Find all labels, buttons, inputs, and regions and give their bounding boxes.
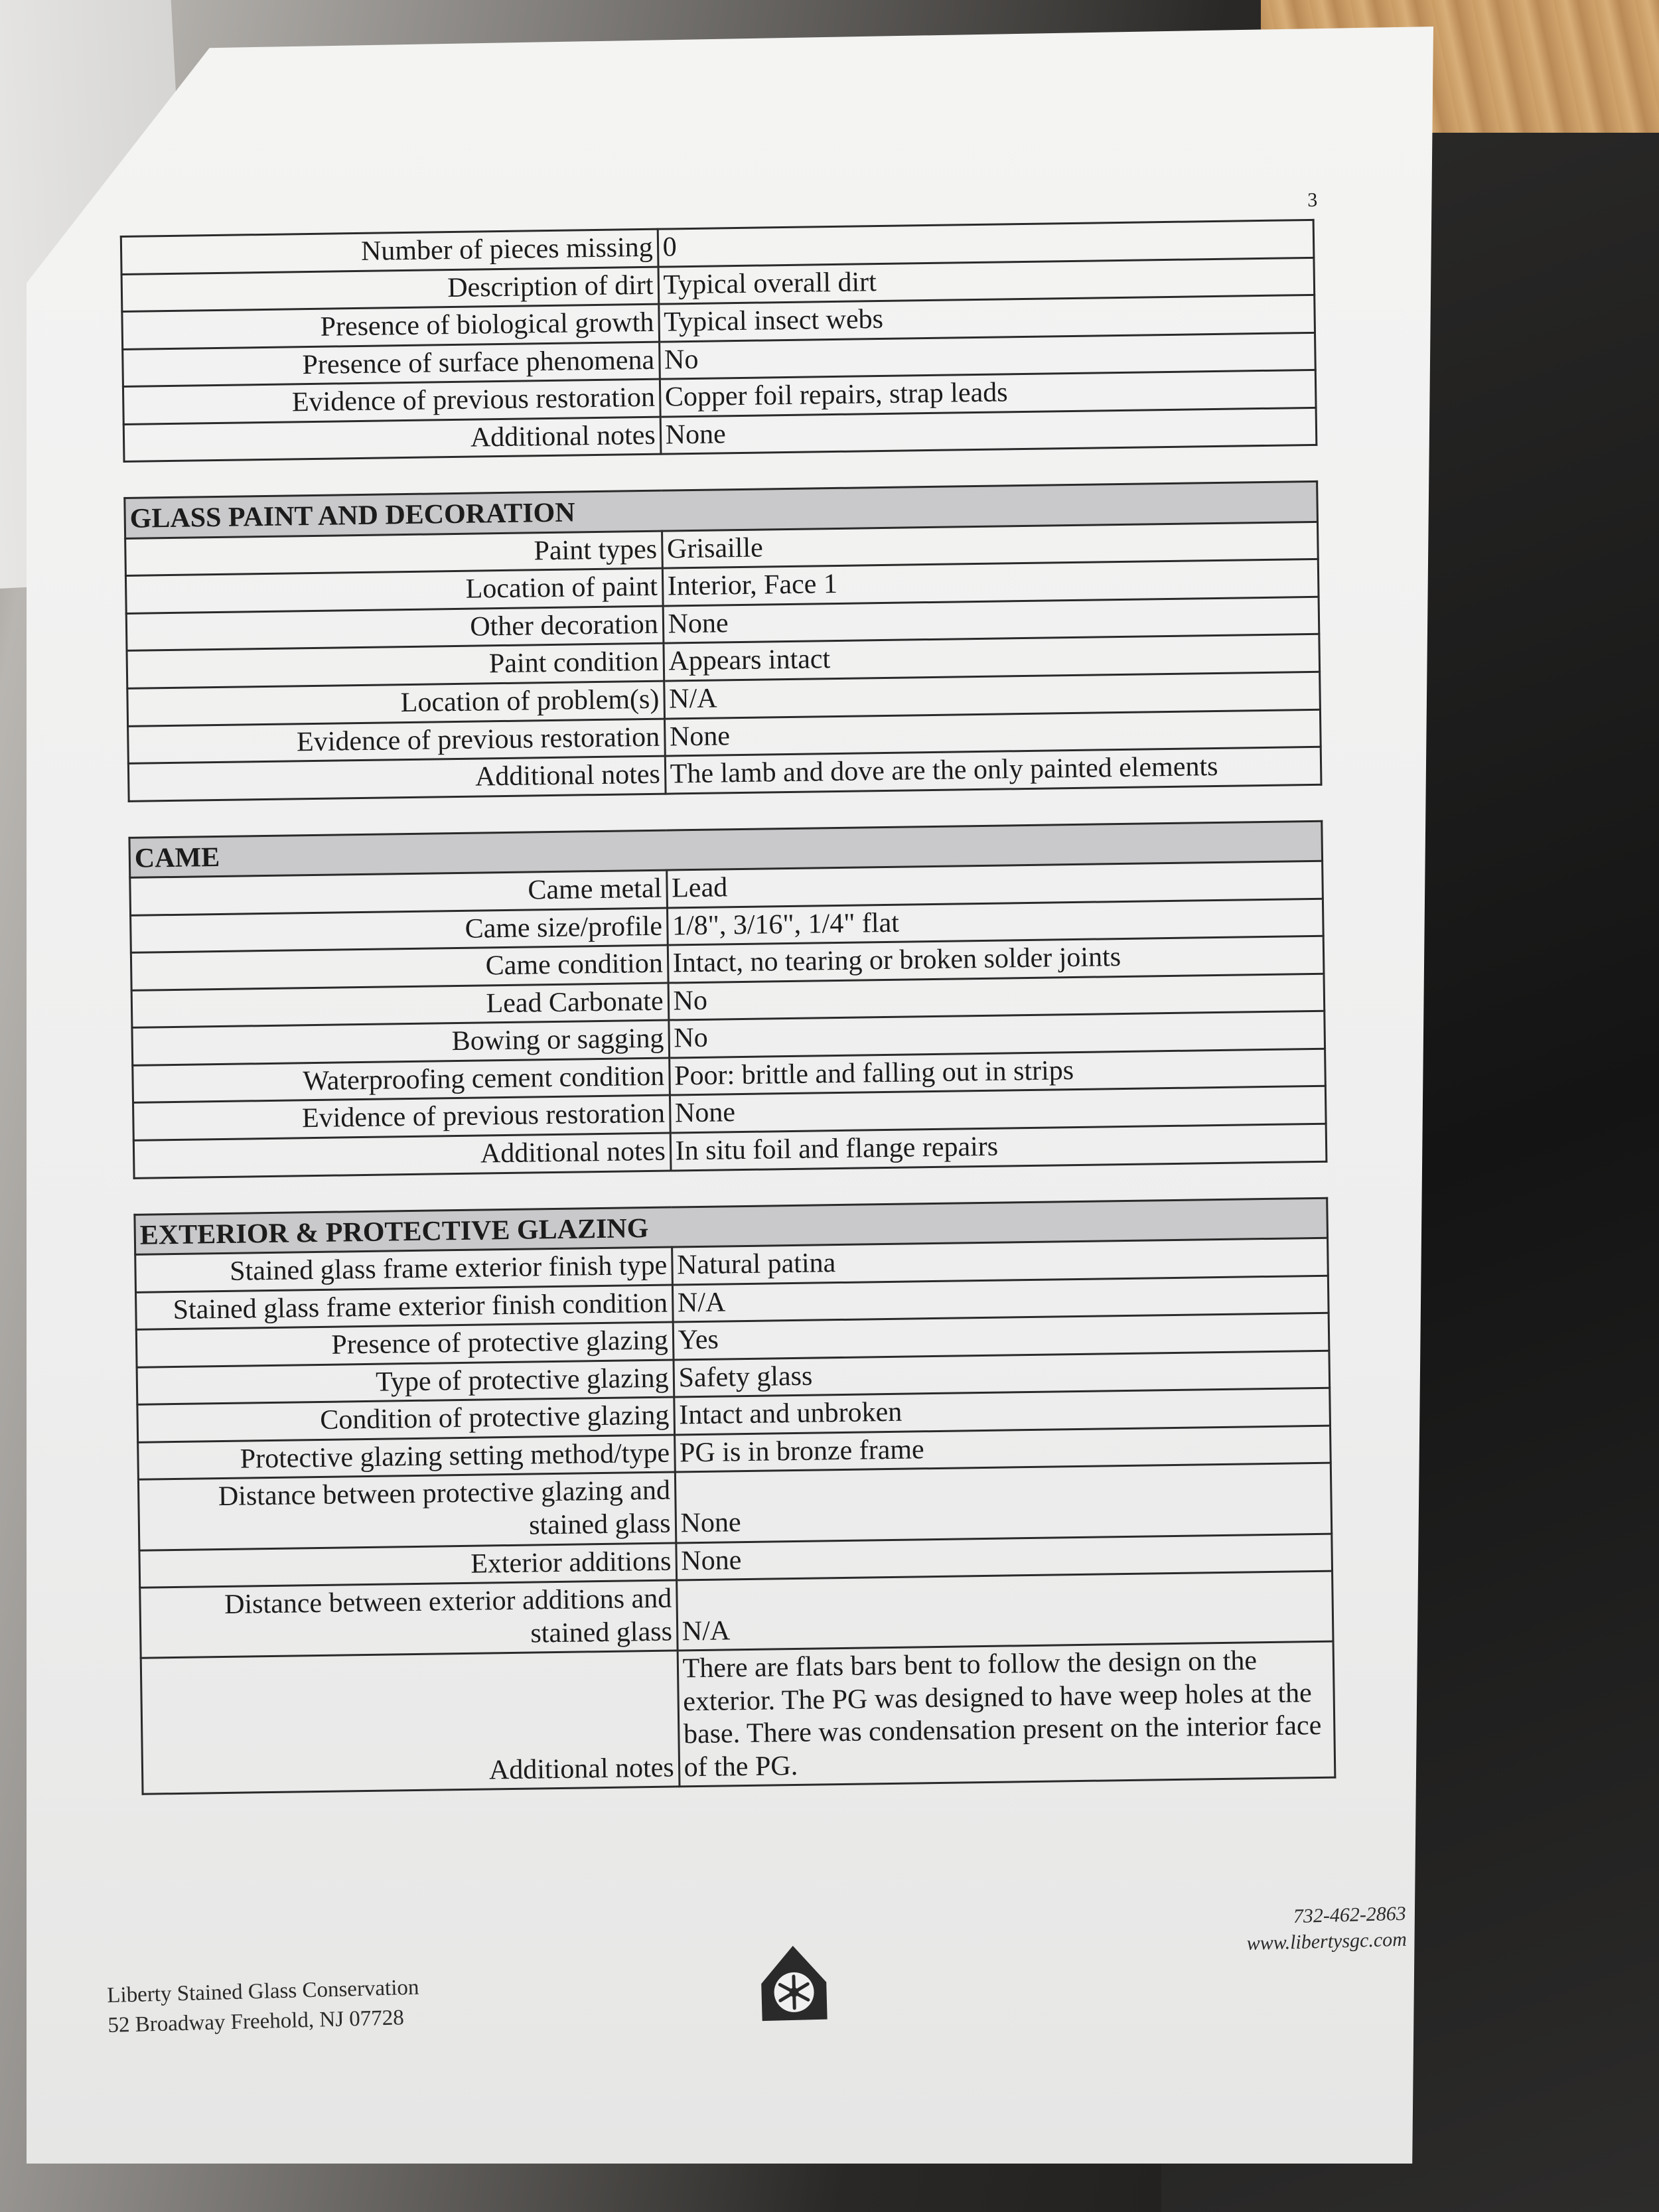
field-label: Lead Carbonate xyxy=(131,983,668,1028)
field-label: Paint condition xyxy=(127,644,664,689)
glass-paint-table xyxy=(123,480,1322,802)
field-value: In situ foil and flange repairs xyxy=(670,1124,1327,1170)
section-title: GLASS PAINT AND DECORATION xyxy=(125,482,1318,539)
field-value: N/A xyxy=(676,1571,1333,1651)
company-address: 52 Broadway Freehold, NJ 07728 xyxy=(108,2005,405,2037)
field-label: Additional notes xyxy=(141,1651,679,1794)
document-content xyxy=(119,182,1390,1830)
field-label: Came condition xyxy=(131,945,668,990)
field-label: Condition of protective glazing xyxy=(137,1397,674,1442)
field-value: No xyxy=(668,1011,1325,1058)
field-label: Distance between protective glazing and stained glass xyxy=(138,1472,676,1550)
page-number: 3 xyxy=(1307,188,1318,212)
field-label: Came size/profile xyxy=(131,908,668,953)
field-label: Evidence of previous restoration xyxy=(123,379,660,424)
field-value: The lamb and dove are the only painted elements xyxy=(665,747,1321,793)
condition-table xyxy=(120,219,1318,463)
field-value: None xyxy=(676,1534,1332,1580)
section-title: EXTERIOR & PROTECTIVE GLAZING xyxy=(135,1198,1328,1255)
field-label: Location of problem(s) xyxy=(127,681,664,726)
field-value: 0 xyxy=(658,220,1314,266)
field-value: There are flats bars bent to follow the design on the exterior. The PG was designed to have weep holes at the base. There was condensation present on the interior face of the PG. xyxy=(678,1641,1335,1787)
field-label: Presence of biological growth xyxy=(122,304,659,349)
field-label: Stained glass frame exterior finish type xyxy=(135,1247,672,1292)
field-label: Location of paint xyxy=(125,569,662,614)
field-value: None xyxy=(660,407,1317,454)
field-value: 1/8", 3/16", 1/4" flat xyxy=(667,899,1323,945)
field-label: Additional notes xyxy=(128,756,665,801)
field-label: Additional notes xyxy=(133,1133,670,1178)
field-value: Natural patina xyxy=(672,1238,1328,1284)
field-label: Description of dirt xyxy=(121,267,658,312)
field-value: Intact and unbroken xyxy=(674,1388,1330,1435)
field-value: Yes xyxy=(673,1313,1329,1359)
field-value: Interior, Face 1 xyxy=(662,559,1319,606)
field-label: Waterproofing cement condition xyxy=(133,1058,670,1103)
field-value: Grisaille xyxy=(662,522,1318,568)
field-value: None xyxy=(675,1463,1332,1543)
field-label: Distance between exterior additions and stained glass xyxy=(140,1580,678,1658)
field-value: Intact, no tearing or broken solder joints xyxy=(668,936,1324,983)
company-website: www.libertysgc.com xyxy=(1246,1928,1407,1954)
field-value: N/A xyxy=(664,672,1320,718)
field-label: Evidence of previous restoration xyxy=(128,719,665,764)
field-value: Typical insect webs xyxy=(658,295,1315,341)
field-label: Other decoration xyxy=(126,606,663,651)
field-label: Evidence of previous restoration xyxy=(133,1096,670,1141)
section-title: CAME xyxy=(129,821,1323,878)
field-value: None xyxy=(670,1086,1326,1133)
field-value: No xyxy=(668,974,1325,1020)
field-label: Stained glass frame exterior finish condition xyxy=(135,1285,672,1330)
field-value: Copper foil repairs, strap leads xyxy=(660,370,1316,417)
field-label: Paint types xyxy=(125,531,662,576)
field-label: Additional notes xyxy=(123,417,660,462)
field-value: None xyxy=(664,709,1321,756)
field-label: Protective glazing setting method/type xyxy=(138,1435,675,1480)
field-value: Safety glass xyxy=(674,1351,1330,1397)
field-label: Presence of surface phenomena xyxy=(123,342,660,387)
field-value: N/A xyxy=(672,1276,1329,1322)
field-label: Came metal xyxy=(130,870,667,915)
field-value: Appears intact xyxy=(664,634,1320,681)
field-label: Bowing or sagging xyxy=(132,1020,669,1065)
exterior-glazing-table xyxy=(133,1197,1336,1795)
field-value: PG is in bronze frame xyxy=(674,1426,1331,1472)
came-table xyxy=(128,820,1327,1179)
field-label: Presence of protective glazing xyxy=(136,1322,673,1367)
field-label: Exterior additions xyxy=(139,1542,676,1587)
field-value: Typical overall dirt xyxy=(658,258,1315,304)
company-phone: 732-462-2863 xyxy=(1293,1902,1407,1928)
footer-address-block xyxy=(107,1973,420,2040)
field-value: None xyxy=(663,597,1319,643)
footer-contact-block xyxy=(1246,1901,1407,1956)
field-value: No xyxy=(659,332,1315,379)
field-value: Lead xyxy=(666,861,1323,907)
snowflake-arch-logo-icon xyxy=(757,1942,831,2024)
field-label: Type of protective glazing xyxy=(137,1360,674,1405)
company-name: Liberty Stained Glass Conservation xyxy=(106,1975,419,2008)
field-label: Number of pieces missing xyxy=(121,229,658,274)
field-value: Poor: brittle and falling out in strips xyxy=(669,1049,1325,1095)
table-row xyxy=(141,1641,1335,1794)
